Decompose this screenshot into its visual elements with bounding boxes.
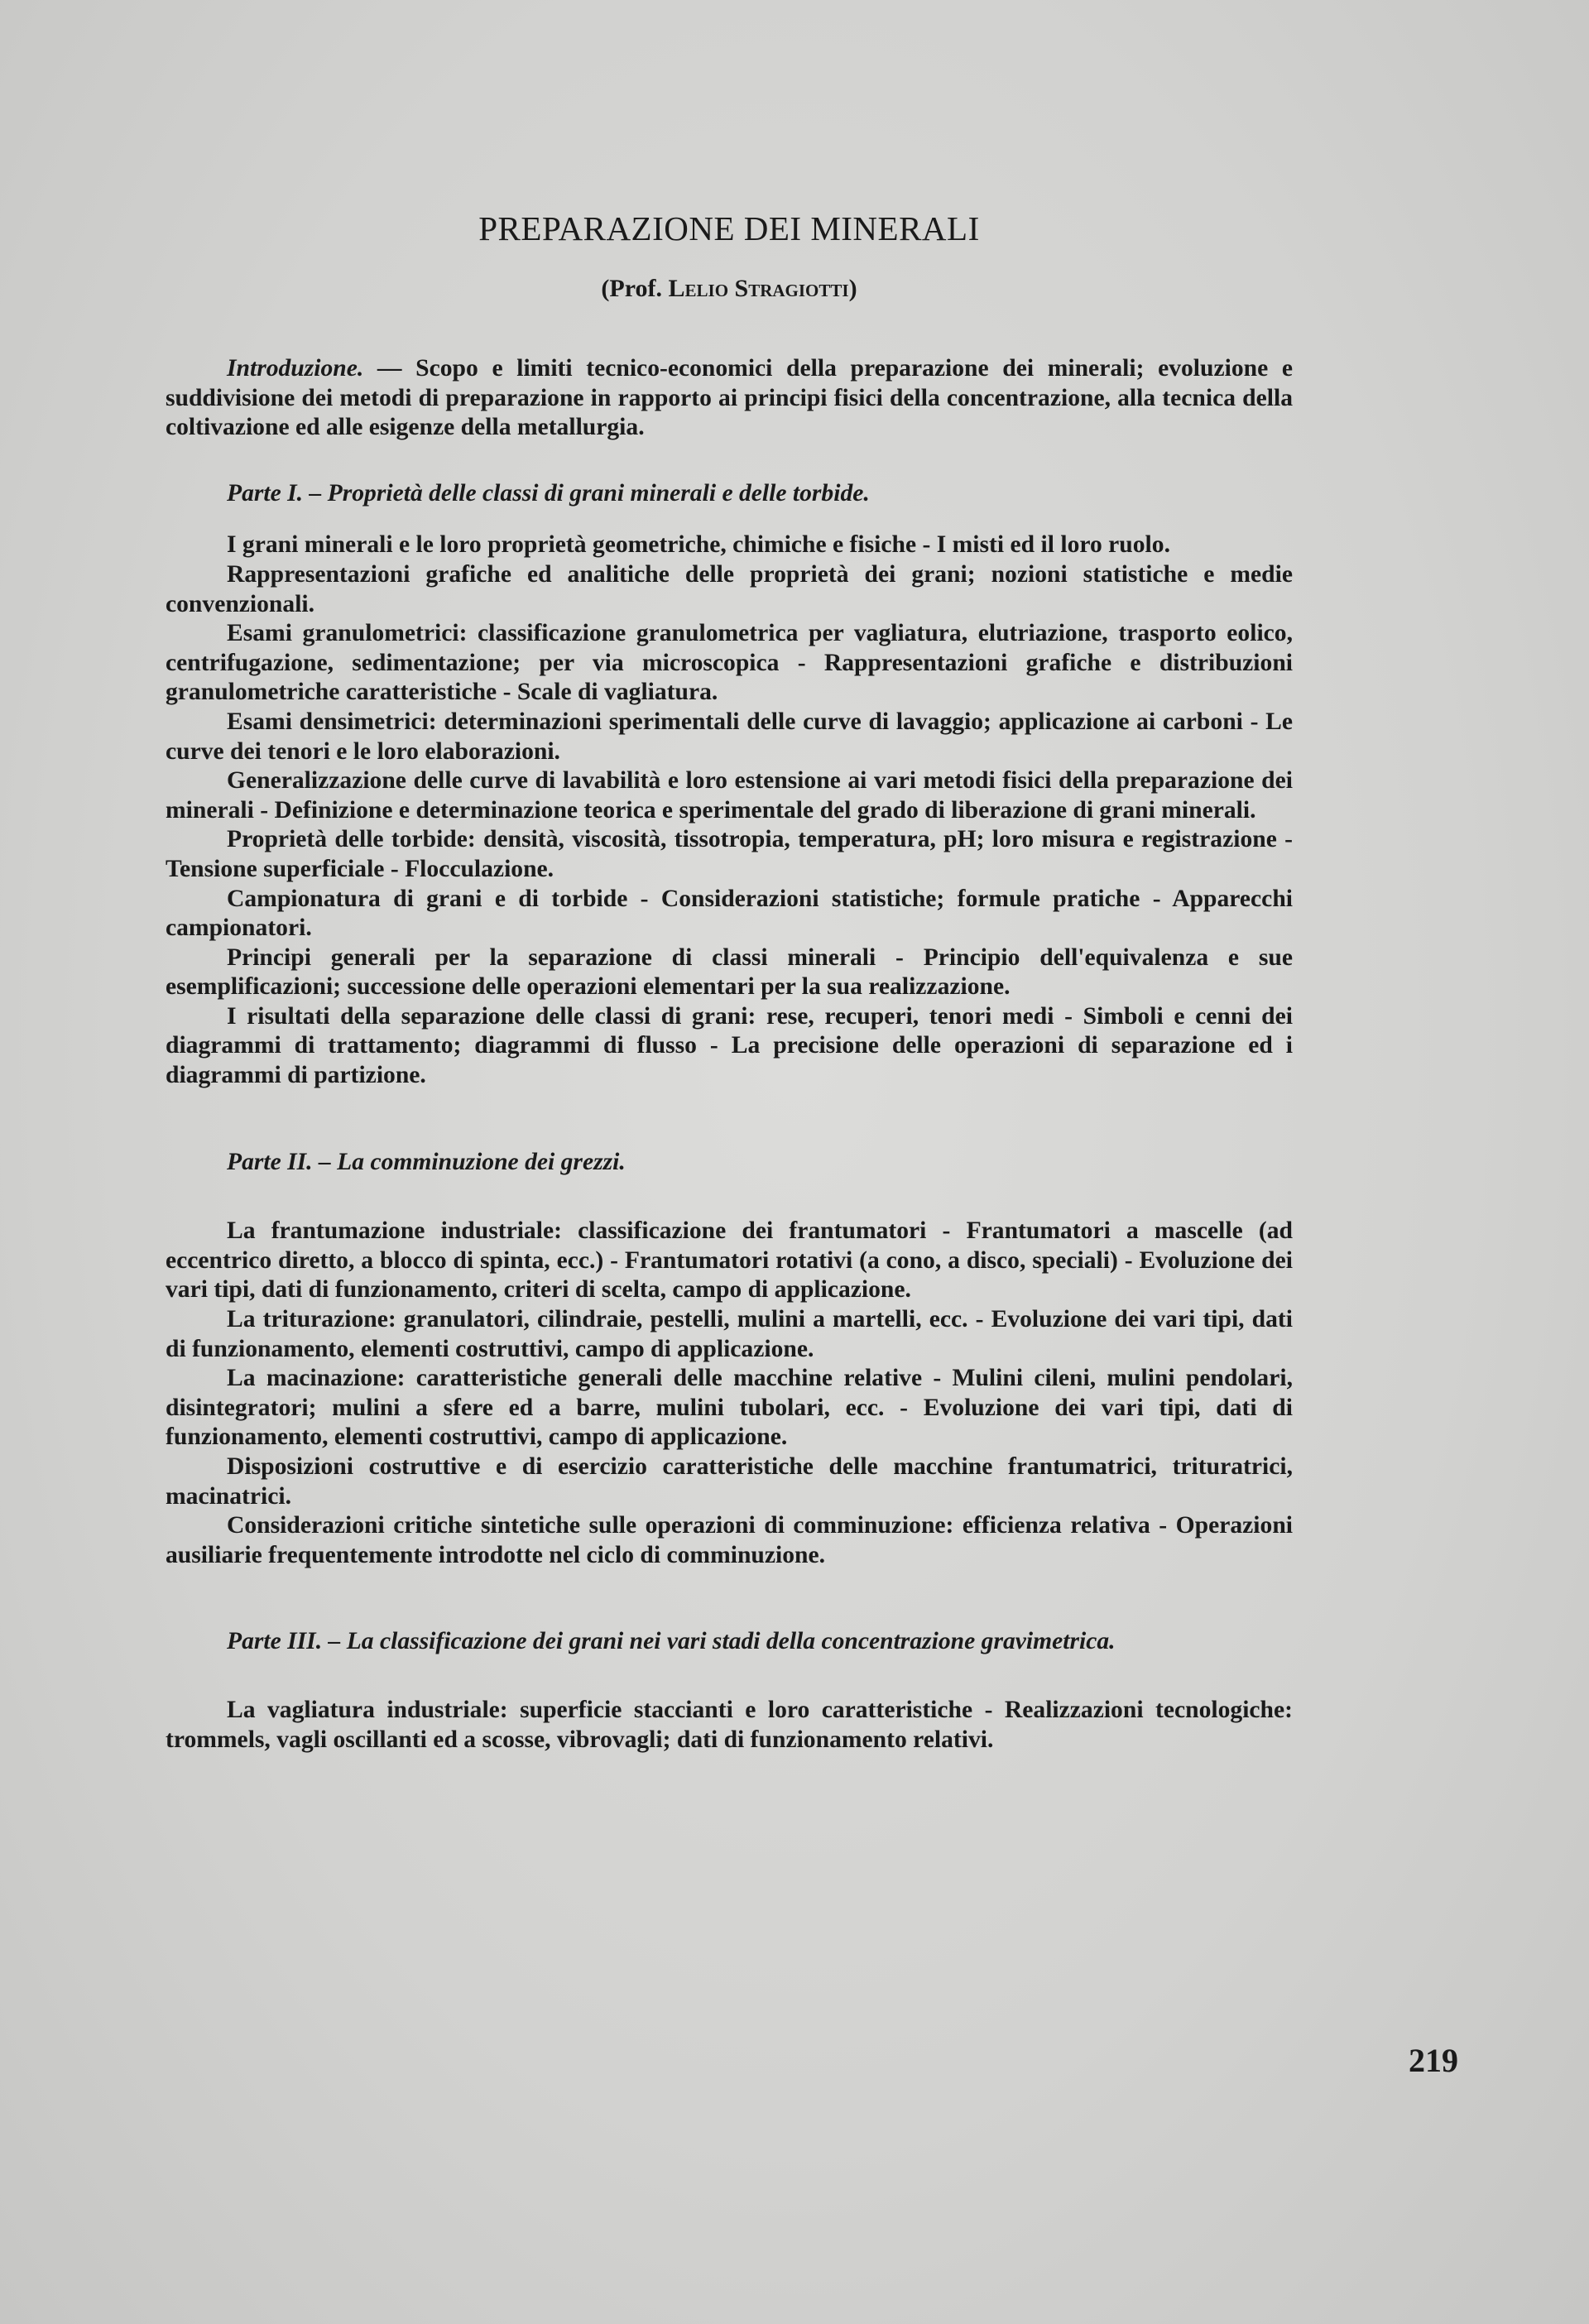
part-1-paragraph: I grani minerali e le loro proprietà geometriche, chimiche e fisiche - I misti ed il loro ruolo.	[227, 531, 1170, 559]
part-1-paragraph: Esami granulometrici: classificazione granulometrica per vagliatura, elutriazione, trasporto eolico, centrifugazione, sedimentazione; per via microscopica - Rappresentazioni grafiche e distribuzioni granulometriche caratteristiche - Scale di vagliatura.	[166, 620, 1293, 706]
part-2-paragraph: La frantumazione industriale: classificazione dei frantumatori - Frantumatori a mascelle (ad eccentrico diretto, a blocco di spinta, ecc.) - Frantumatori rotativi (a cono, a disco, speciali) - Evoluzione dei vari tipi, dati di funzionamento, criteri di scelta, campo di applicazione.	[166, 1217, 1293, 1304]
part-1-heading: Parte I. – Proprietà delle classi di grani minerali e delle torbide.	[227, 479, 870, 507]
part-2-paragraph: Considerazioni critiche sintetiche sulle operazioni di comminuzione: efficienza relativa - Operazioni ausiliarie frequentemente introdotte nel ciclo di comminuzione.	[166, 1512, 1293, 1568]
part-2-paragraph: La macinazione: caratteristiche generali delle macchine relative - Mulini cileni, mulini pendolari, disintegratori; mulini a sfere ed a barre, mulini tubolari, ecc. - Evoluzione dei vari tipi, dati di funzionamento, elementi costruttivi, campo di applicazione.	[166, 1365, 1293, 1451]
body-text	[166, 354, 1293, 1755]
author-suffix: )	[848, 275, 857, 302]
part-1-paragraph: Principi generali per la separazione di classi minerali - Principio dell'equivalenza e sue esemplificazioni; successione delle operazioni elementari per la sua realizzazione.	[166, 944, 1293, 1001]
author-prefix: (Prof.	[601, 275, 669, 302]
part-2-paragraph: Disposizioni costruttive e di esercizio caratteristiche delle macchine frantumatrici, trituratrici, macinatrici.	[166, 1453, 1293, 1510]
part-1-paragraph: Proprietà delle torbide: densità, viscosità, tissotropia, temperatura, pH; loro misura e registrazione - Tensione superficiale - Flocculazione.	[166, 826, 1293, 882]
part-1-paragraph: Rappresentazioni grafiche ed analitiche delle proprietà dei grani; nozioni statistiche e medie convenzionali.	[166, 560, 1293, 617]
part-1-paragraph: I risultati della separazione delle classi di grani: rese, recuperi, tenori medi - Simboli e cenni dei diagrammi di trattamento; diagrammi di flusso - La precisione delle operazioni di separazione ed i diagrammi di partizione.	[166, 1002, 1293, 1089]
author-name: Lelio Stragiotti	[668, 275, 849, 302]
part-1-paragraph: Campionatura di grani e di torbide - Considerazioni statistiche; formule pratiche - Apparecchi campionatori.	[166, 885, 1293, 942]
page-number: 219	[1409, 2042, 1458, 2079]
part-1-paragraph: Generalizzazione delle curve di lavabilità e loro estensione ai vari metodi fisici della preparazione dei minerali - Definizione e determinazione teorica e sperimentale del grado di liberazione di grani minerali.	[166, 767, 1293, 823]
part-2-paragraph: La triturazione: granulatori, cilindraie, pestelli, mulini a martelli, ecc. - Evoluzione dei vari tipi, dati di funzionamento, elementi costruttivi, campo di applicazione.	[166, 1306, 1293, 1362]
page-title: PREPARAZIONE DEI MINERALI	[478, 209, 980, 247]
intro-label: Introduzione.	[227, 355, 364, 382]
part-1-paragraph: Esami densimetrici: determinazioni sperimentali delle curve di lavaggio; applicazione ai carboni - Le curve dei tenori e le loro elaborazioni.	[166, 708, 1293, 765]
part-3-heading: Parte III. – La classificazione dei grani nei vari stadi della concentrazione gravimetrica.	[227, 1628, 1116, 1655]
intro-paragraph	[166, 354, 1293, 443]
part-3-paragraph: La vagliatura industriale: superficie staccianti e loro caratteristiche - Realizzazioni tecnologiche: trommels, vagli oscillanti ed a scosse, vibrovagli; dati di funzionamento relativi.	[166, 1696, 1293, 1753]
part-2-heading: Parte II. – La comminuzione dei grezzi.	[227, 1148, 626, 1175]
intro-text: — Scopo e limiti tecnico-economici della preparazione dei minerali; evoluzione e suddivisione dei metodi di preparazione in rapporto ai principi fisici della concentrazione, alla tecnica della coltivazione ed alle esigenze della metallurgia.	[166, 355, 1293, 441]
author-line	[166, 275, 1293, 303]
